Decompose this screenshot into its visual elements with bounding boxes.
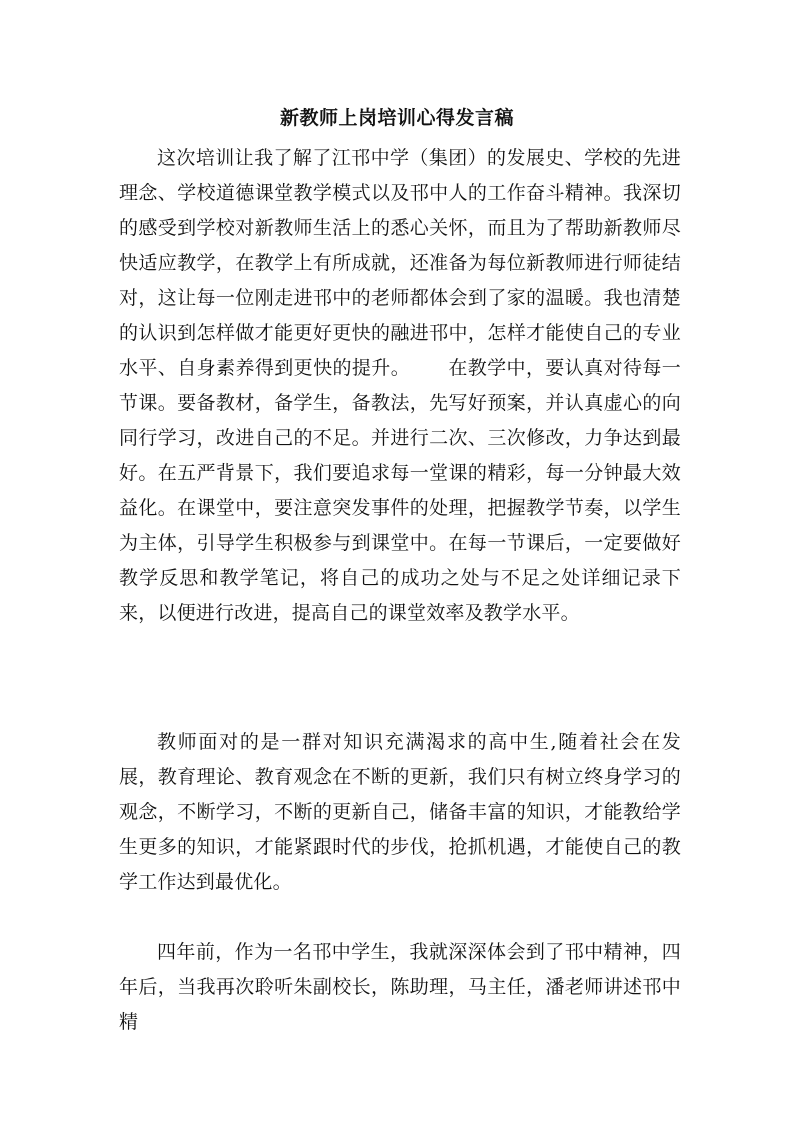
document-title: 新教师上岗培训心得发言稿 bbox=[279, 107, 514, 129]
paragraph-3: 四年前，作为一名邗中学生，我就深深体会到了邗中精神，四年后，当我再次聆听朱副校长，陈助理，马主任，潘老师讲述邗中精 bbox=[119, 941, 681, 1033]
paragraph-2: 教师面对的是一群对知识充满渴求的高中生,随着社会在发展，教育理论、教育观念在不断的更新，我们只有树立终身学习的观念，不断学习，不断的更新自己，储备丰富的知识，才能教给学生更多的知识，才能紧跟时代的步伐，抢抓机遇，才能使自己的教学工作达到最优化。 bbox=[119, 731, 681, 893]
paragraph-1-part-2: 在教学中，要认真对待每一节课。要备教材，备学生，备教法，先写好预案，并认真虚心的向同行学习，改进自己的不足。并进行二次、三次修改，力争达到最好。在五严背景下，我们要追求每一堂课的精彩，每一分钟最大效益化。在课堂中，要注意突发事件的处理，把握教学节奏，以学生为主体，引导学生积极参与到课堂中。在每一节课后，一定要做好教学反思和教学笔记，将自己的成功之处与不足之处详细记录下来，以便进行改进，提高自己的课堂效率及教学水平。 bbox=[119, 357, 681, 624]
paragraph-1-part-1: 这次培训让我了解了江邗中学（集团）的发展史、学校的先进理念、学校道德课堂教学模式以及邗中人的工作奋斗精神。我深切的感受到学校对新教师生活上的悉心关怀，而且为了帮助新教师尽快适应教学，在教学上有所成就，还准备为每位新教师进行师徒结对，这让每一位刚走进邗中的老师都体会到了家的温暖。我也清楚的认识到怎样做才能更好更快的融进邗中，怎样才能使自己的专业水平、自身素养得到更快的提升。 bbox=[119, 147, 681, 379]
paragraph-1 bbox=[119, 141, 681, 631]
